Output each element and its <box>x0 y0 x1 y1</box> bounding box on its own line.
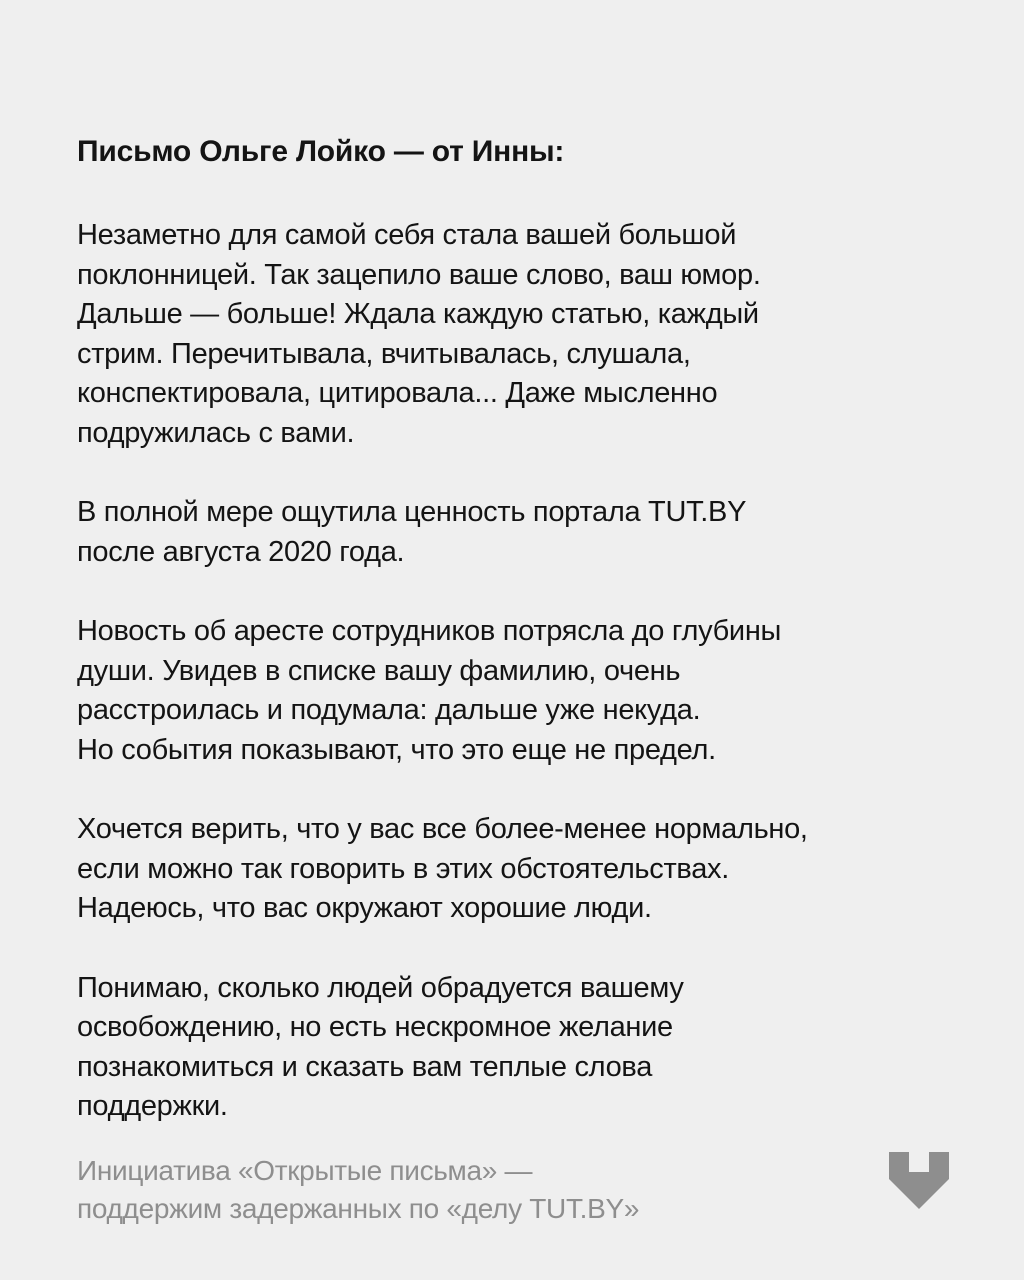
text-line: после августа 2020 года. <box>77 535 405 568</box>
text-line: Надеюсь, что вас окружают хорошие люди. <box>77 892 652 924</box>
footer-caption <box>77 1152 877 1228</box>
text-line: расстроилась и подумала: дальше уже некуда. <box>77 694 701 726</box>
letter <box>77 130 957 1167</box>
paragraph-1 <box>77 216 957 453</box>
text-line: души. Увидев в списке вашу фамилию, очень <box>77 654 681 687</box>
letter-title: Письмо Ольге Лойко — от Инны: <box>77 135 565 168</box>
footer-line: Инициатива «Открытые письма» — <box>77 1155 533 1186</box>
paragraph-3 <box>77 612 957 770</box>
text-line: подружилась с вами. <box>77 416 355 449</box>
text-line: поклонницей. Так зацепило ваше слово, ваш юмор. <box>77 258 761 291</box>
text-line: конспектировала, цитировала... Даже мысленно <box>77 377 718 409</box>
paragraph-5 <box>77 969 957 1127</box>
text-line: стрим. Перечитывала, вчитывалась, слушала, <box>77 337 691 370</box>
text-line: Дальше — больше! Ждала каждую статью, каждый <box>77 298 759 330</box>
text-line: В полной мере ощутила ценность портала TUT.BY <box>77 496 747 528</box>
paragraph-2 <box>77 493 957 572</box>
text-line: поддержки. <box>77 1090 228 1122</box>
text-line: познакомиться и сказать вам теплые слова <box>77 1050 653 1083</box>
text-line: освобождению, но есть нескромное желание <box>77 1011 673 1043</box>
text-line: Хочется верить, что у вас все более-менее нормально, <box>77 813 808 845</box>
text-line: Новость об аресте сотрудников потрясла до глубины <box>77 615 782 647</box>
text-line: Понимаю, сколько людей обрадуется вашему <box>77 971 684 1004</box>
text-line: Но события показывают, что это еще не предел. <box>77 733 716 766</box>
footer-line: поддержим задержанных по «делу TUT.BY» <box>77 1193 640 1224</box>
shield-arrow-down-icon <box>889 1152 949 1209</box>
text-line: если можно так говорить в этих обстоятельствах. <box>77 852 729 885</box>
text-line: Незаметно для самой себя стала вашей большой <box>77 219 737 251</box>
paragraph-4 <box>77 810 957 929</box>
